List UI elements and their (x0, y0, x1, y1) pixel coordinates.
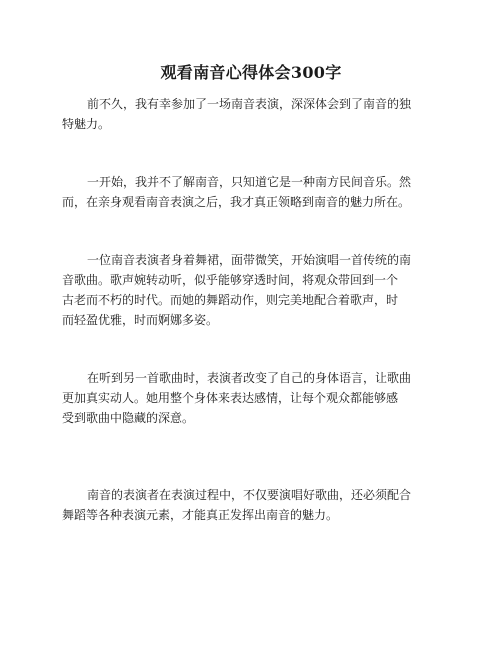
paragraph-line: 而，在亲身观看南音表演之后，我才真正领略到南音的魅力所在。 (62, 195, 411, 209)
paragraph-3 (62, 250, 440, 330)
paragraph-line: 前不久，我有幸参加了一场南音表演，深深体会到了南音的独 (87, 97, 412, 111)
paragraph-4 (62, 368, 440, 428)
paragraph-line: 古老而不朽的时代。而她的舞蹈动作，则完美地配合着歌声，时 (62, 293, 399, 307)
paragraph-line: 特魅力。 (62, 117, 111, 131)
paragraph-line: 更加真实动人。她用整个身体来表达感情，让每个观众都能够感 (62, 391, 399, 405)
paragraph-line: 一位南音表演者身着舞裙，面带微笑，开始演唱一首传统的南 (87, 253, 412, 267)
paragraph-line: 在听到另一首歌曲时，表演者改变了自己的身体语言，让歌曲 (87, 371, 412, 385)
paragraph-line: 音歌曲。歌声婉转动听，似乎能够穿透时间，将观众带回到一个 (62, 273, 399, 287)
paragraph-line: 一开始，我并不了解南音，只知道它是一种南方民间音乐。然 (87, 175, 412, 189)
paragraph-line: 受到歌曲中隐藏的深意。 (62, 411, 195, 425)
paragraph-2 (62, 172, 440, 212)
paragraph-line: 南音的表演者在表演过程中，不仅要演唱好歌曲，还必须配合 (87, 488, 412, 502)
paragraph-line: 舞蹈等各种表演元素，才能真正发挥出南音的魅力。 (62, 508, 339, 522)
paragraph-5 (62, 485, 440, 525)
document-title: 观看南音心得体会300字 (160, 63, 342, 82)
paragraph-1 (62, 94, 440, 134)
paragraph-line: 而轻盈优雅，时而婀娜多姿。 (62, 313, 219, 327)
